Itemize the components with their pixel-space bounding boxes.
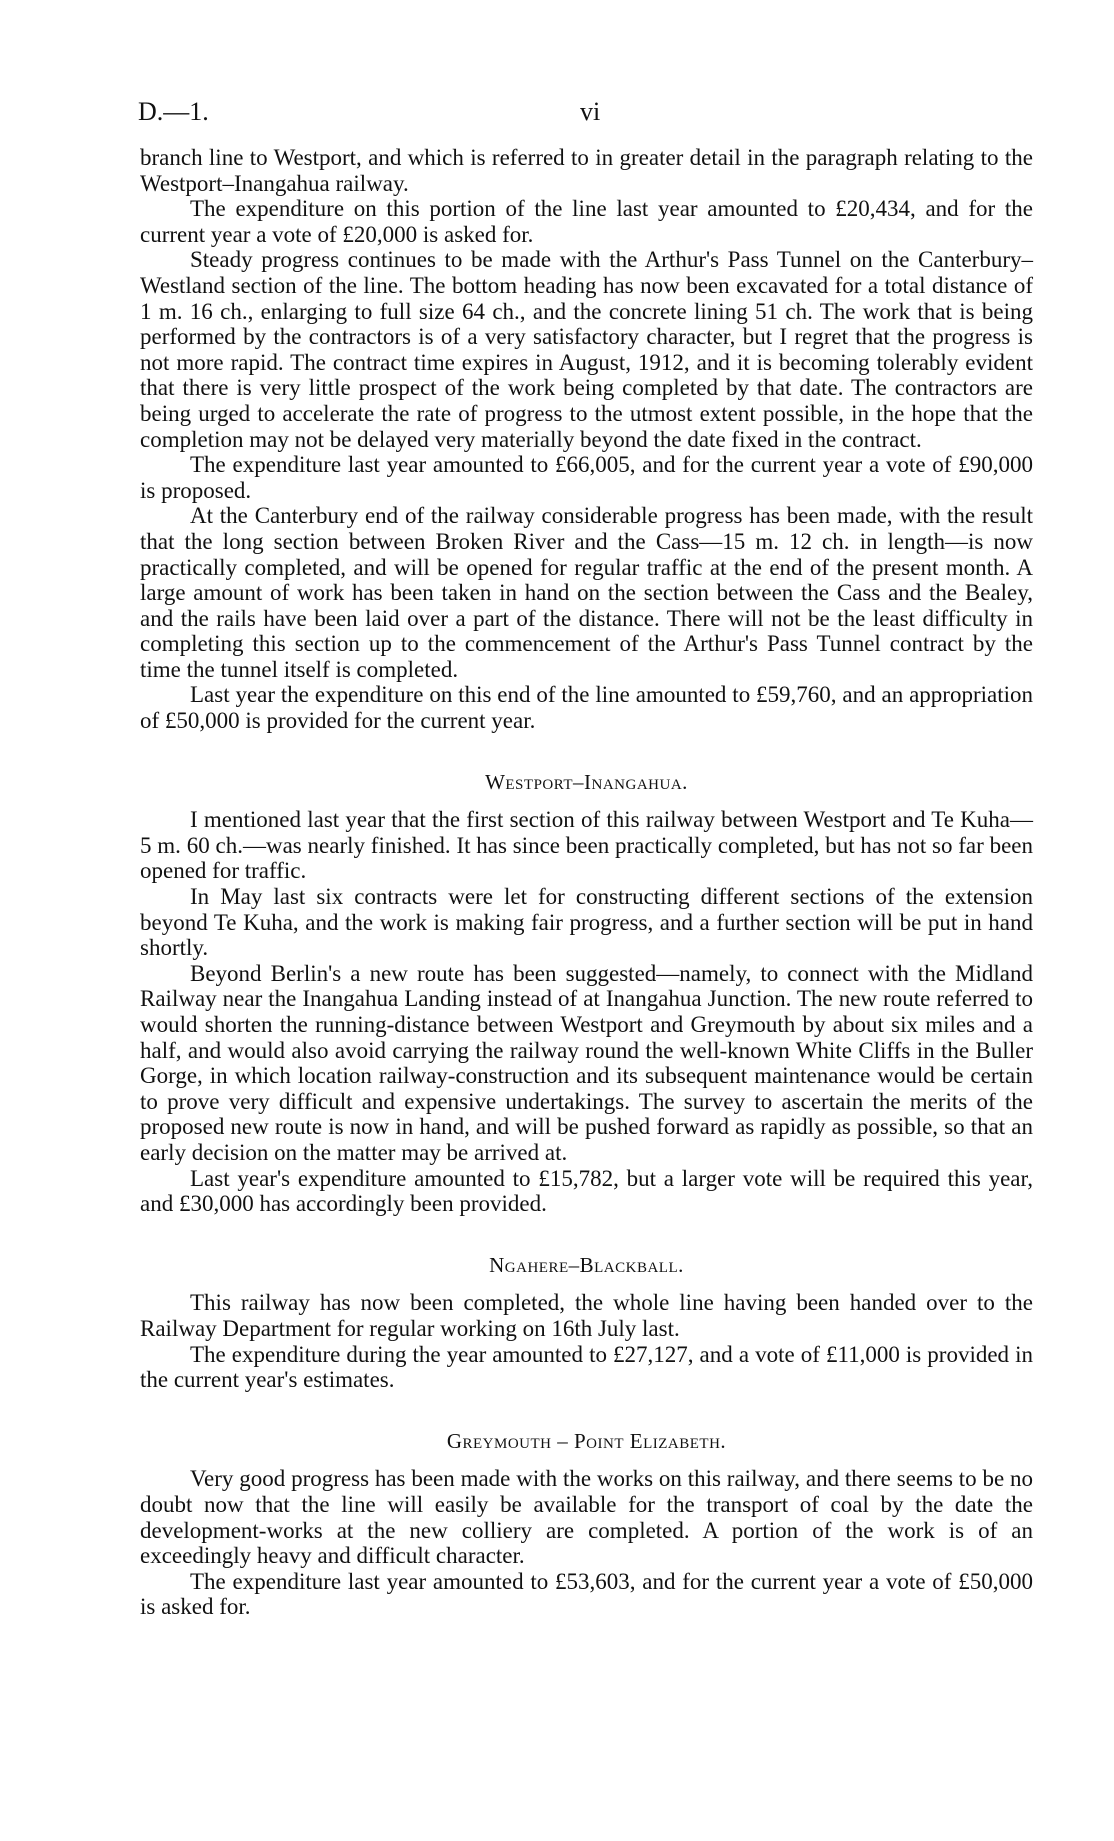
paragraph: Beyond Berlin's a new route has been suggested—namely, to connect with the Midland Railway near the Inangahua Landing instead of at Inangahua Junction. The new route referred to would shorten the running-distance between Westport and Greymouth by about six miles and a half, and would also avoid carrying the railway round the well-known White Cliffs in the Buller Gorge, in which location railway-construction and its subsequent maintenance would be certain to prove very difficult and expensive undertakings. The survey to ascertain the merits of the proposed new route is now in hand, and will be pushed forward as rapidly as possible, so that an early decision on the matter may be arrived at. (140, 960, 1033, 1165)
page-number: vi (580, 97, 601, 126)
document-body (140, 145, 1033, 1620)
section-heading: Westport–Inangahua. (485, 769, 688, 794)
paragraph: Last year's expenditure amounted to £15,782, but a larger vote will be required this year, and £30,000 has accordingly been provided. (140, 1165, 1033, 1217)
paragraph: The expenditure last year amounted to £53,603, and for the current year a vote of £50,000 is asked for. (140, 1568, 1033, 1620)
document-reference: D.—1. (138, 97, 209, 126)
paragraph: Last year the expenditure on this end of the line amounted to £59,760, and an appropriation of £50,000 is provided for the current year. (140, 682, 1033, 734)
paragraph: I mentioned last year that the first section of this railway between Westport and Te Kuha—5 m. 60 ch.—was nearly finished. It has since been practically completed, but has not so far been opened for traffic. (140, 807, 1033, 884)
section-heading: Ngahere–Blackball. (489, 1252, 684, 1277)
paragraph: The expenditure on this portion of the line last year amounted to £20,434, and for the current year a vote of £20,000 is asked for. (140, 196, 1033, 247)
paragraph: Steady progress continues to be made with the Arthur's Pass Tunnel on the Canterbury–Westland section of the line. The bottom heading has now been excavated for a total distance of 1 m. 16 ch., enlarging to full size 64 ch., and the concrete lining 51 ch. The work that is being performed by the contractors is of a very satisfactory character, but I regret that the progress is not more rapid. The contract time expires in August, 1912, and it is becoming tolerably evident that there is very little prospect of the work being completed by that date. The contractors are being urged to accelerate the rate of progress to the utmost extent possible, in the hope that the completion may not be delayed very materially beyond the date fixed in the contract. (140, 247, 1033, 452)
section-heading: Greymouth – Point Elizabeth. (446, 1428, 727, 1453)
paragraph: At the Canterbury end of the railway considerable progress has been made, with the result that the long section between Broken River and the Cass—15 m. 12 ch. in length—is now practically completed, and will be opened for regular traffic at the end of the present month. A large amount of work has been taken in hand on the section between the Cass and the Bealey, and the rails have been laid over a part of the distance. There will not be the least difficulty in completing this section up to the commencement of the Arthur's Pass Tunnel contract by the time the tunnel itself is completed. (140, 503, 1033, 682)
paragraph: In May last six contracts were let for constructing different sections of the extension beyond Te Kuha, and the work is making fair progress, and a further section will be put in hand shortly. (140, 884, 1033, 961)
paragraph: The expenditure last year amounted to £66,005, and for the current year a vote of £90,000 is proposed. (140, 452, 1033, 503)
paragraph: This railway has now been completed, the whole line having been handed over to the Railway Department for regular working on 16th July last. (140, 1290, 1033, 1341)
paragraph: The expenditure during the year amounted to £27,127, and a vote of £11,000 is provided in the current year's estimates. (140, 1341, 1033, 1393)
continued-paragraph: branch line to Westport, and which is referred to in greater detail in the paragraph relating to the Westport–Inangahua railway. (140, 145, 1033, 196)
paragraph: Very good progress has been made with the works on this railway, and there seems to be no doubt now that the line will easily be available for the transport of coal by the date the development-works at the new colliery are completed. A portion of the work is of an exceedingly heavy and difficult character. (140, 1466, 1033, 1569)
